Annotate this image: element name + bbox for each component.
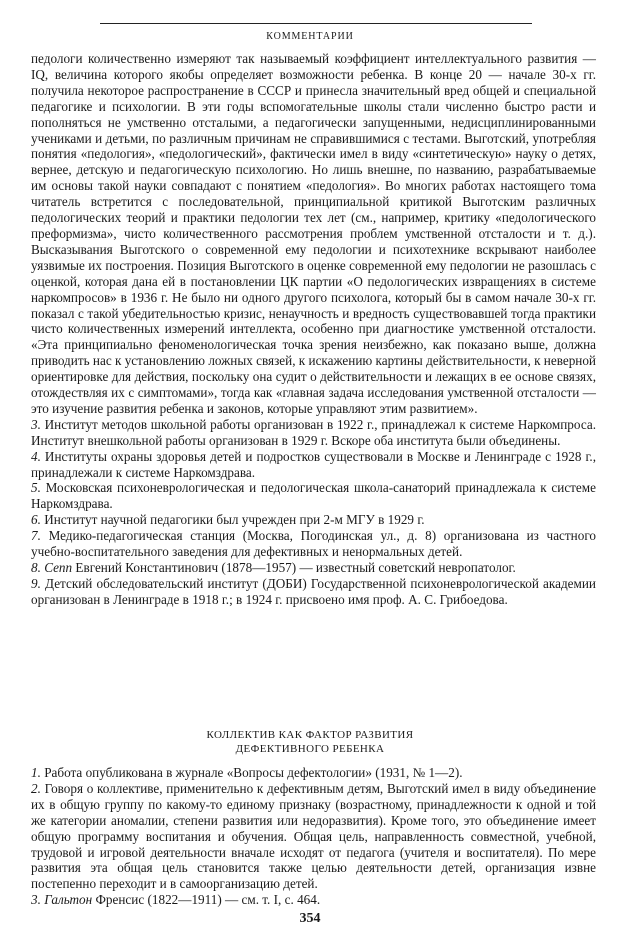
header-rule [100,23,532,24]
note-text: Медико-педагогическая станция (Москва, Погодинская ул., д. 8) организована из частного учебно-воспитательного заведения для дефективных и ненормальных детей. [31,528,596,560]
note-text: Френсис (1822—1911) — см. т. I, с. 464. [92,892,321,908]
note-number: 2. [31,780,41,796]
note-text: Говоря о коллективе, применительно к дефективным детям, Выготский имел в виду объединение их в общую группу по какому-то единому признаку (возрастному, принадлежности к одной и той же категории аномалии, степени развития или недоразвития). Кроме того, это объединение имеет общую программу воспитания и обучения. Общая цель, направленность совместной, учебной, трудовой и игровой деятельности вначале исходят от педагога (учителя и воспитателя). По мере развития эта общая цель становится также целью деятельности детей, организация извне постепенно переходит и в самоорганизацию детей. [31,780,596,892]
page-number: 354 [299,911,321,926]
note-person-name: Гальтон [44,892,93,908]
note-text: Евгений Константинович (1878—1957) — известный советский невропатолог. [72,560,516,575]
note-text: Институт методов школьной работы организован в 1922 г., принадлежал к системе Наркомпроса. Институт внешкольной работы организован в 1929 г. Вскоре оба института были объединены. [31,416,596,448]
section-title-line-1: КОЛЛЕКТИВ КАК ФАКТОР РАЗВИТИЯ [206,729,414,741]
note-4 [31,449,596,481]
note-number: 1. [31,765,41,780]
intro-paragraph: педологи количественно измеряют так называемый коэффициент интеллектуального развития — IQ, величина которого якобы определяет возможности ребенка. В конце 20 — начале 30-х гг. получила некоторое распространение в СССР и принесла значительный вред общей и специальной педагогике и психологии. В эти годы вспомогательные школы стали численно быстро расти и пополняться не умственно отсталыми, а педагогически запущенными, недисциплинированными учениками и детьми, по различным причинам не справившимися с тестами. Выготский, употребляя понятия «педология», «педологический», фактически имел в виду «синтетическую» науку о детях, вернее, детскую и педагогическую психологию. Но лишь внешне, по названию, разрабатываемые им основы такой науки совпадают с понятием «педология». Во многих работах настоящего тома читатель встретится с последовательной, принципиальной критикой Выготским различных педологических теорий и практики педологии тех лет (см., например, критику «педологического преформизма», чисто количественного рассмотрения проблем умственной отсталости и т. д.). Высказывания Выготского о современной ему педологии и психотехнике вскрывают наиболее уязвимые их построения. Позиция Выготского в оценке современной ему педологии не разошлась с оценкой, которая дана ей в постановлении ЦК партии «О педологических извращениях в системе наркомпросов» в 1936 г. Не было ни одного другого психолога, который бы в самом начале 30-х гг. показал с такой убедительностью кризис, ненаучность и вредность существовавшей тогда практики чисто количественных измерений интеллекта, особенно при диагностике умственной отсталости. «Эта принципиально феноменологическая точка зрения неизбежно, как показано выше, должна приводить нас к установлению ложных связей, к искажению картины действительности, к неверной ориентировке для действия, поскольку она судит о действительности и лежащих в ее основе связях, отождествляя их с симптомами», тогда как «главная задача исследования умственной отсталости — это изучение развития ребенка и законов, которые управляют этим развитием». [31,51,596,416]
commentary-body [31,51,596,608]
section-note-3 [31,892,596,908]
note-number: 7. [31,528,41,544]
section-notes [31,765,596,908]
note-number: 6. [31,512,41,528]
note-text: Институт научной педагогики был учрежден при 2-м МГУ в 1929 г. [40,512,425,528]
note-number: 3. [31,416,41,432]
note-number: 4. [31,448,41,464]
note-text: Московская психоневрологическая и педологическая школа-санаторий принадлежала к системе Наркомздрава. [31,480,596,512]
note-text: Работа опубликована в журнале «Вопросы дефектологии» (1931, № 1—2). [40,765,463,780]
section-note-2 [31,781,596,892]
note-6 [31,512,596,528]
note-5 [31,480,596,512]
note-text: Институты охраны здоровья детей и подростков существовали в Москве и Ленинграде с 1928 г., принадлежали к системе Наркомздрава. [31,448,596,480]
note-7 [31,528,596,560]
note-9 [31,576,596,608]
section-heading [0,728,620,756]
note-3 [31,417,596,449]
note-number: 3. [31,892,41,908]
running-title: КОММЕНТАРИИ [266,31,354,42]
note-8 [31,560,596,576]
note-number: 5. [31,480,41,496]
note-number: 8. [31,560,41,575]
section-title-line-2: ДЕФЕКТИВНОГО РЕБЕНКА [235,743,385,755]
section-note-1 [31,765,596,781]
note-number: 9. [31,575,41,591]
note-person-name: Сепп [44,560,73,575]
note-text: Детский обследовательский институт (ДОБИ) Государственной психоневрологической академии организован в Ленинграде в 1918 г.; в 1924 г. присвоено имя проф. А. С. Грибоедова. [31,575,596,607]
